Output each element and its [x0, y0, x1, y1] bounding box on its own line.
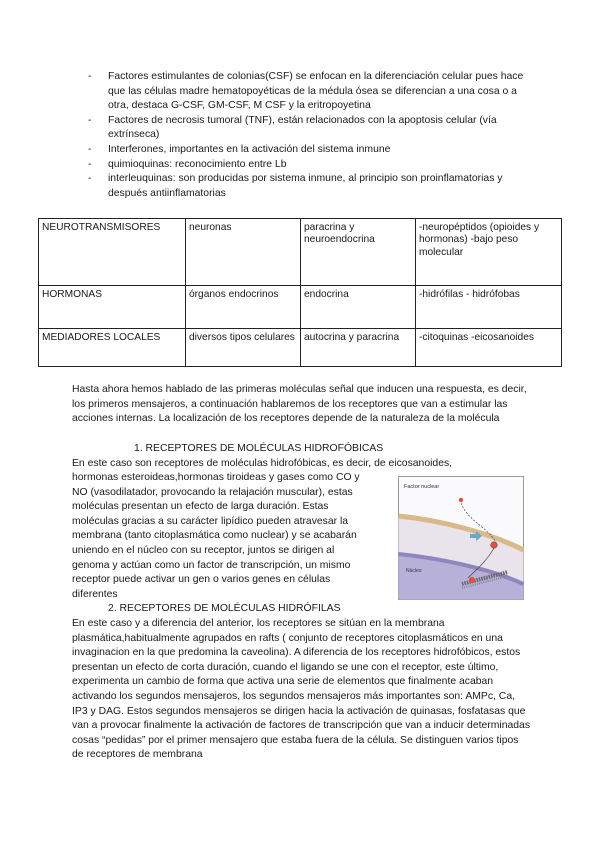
bullet-item: [88, 70, 528, 114]
bullet-marker: -: [88, 158, 92, 170]
table-cell: neuronas: [186, 219, 301, 286]
section1-line: diferentes: [72, 589, 118, 600]
bullet-text: interleuquinas: son producidas por sistema inmune, al principio son proinflamatorias y después antiinflamatorias: [108, 173, 503, 199]
bullet-item: [88, 143, 528, 158]
section1-line: moléculas gracias a su carácter lipídico pueden atravesar la: [72, 516, 349, 527]
section-heading-hydrophilic: 2. RECEPTORES DE MOLÉCULAS HIDRÓFILAS: [108, 603, 341, 614]
bullet-list: [88, 70, 528, 201]
table-cell: diversos tipos celulares: [186, 329, 301, 367]
bullet-marker: -: [88, 173, 92, 185]
figure-label-nucleus: Núcleo: [406, 568, 422, 574]
bullet-text: Factores estimulantes de colonias(CSF) se enfocan en la diferenciación celular pues hace que las células madre hematopoyéticas de la médula ósea se diferencian a una cosa o a otra, destaca G-CSF, GM-CSF, M CSF y la eritropoyetina: [108, 71, 524, 112]
table-cell: NEUROTRANSMISORES: [39, 219, 186, 286]
table-cell: -neuropéptidos (opioides y hormonas) -bajo peso molecular: [416, 219, 562, 286]
table-cell: HORMONAS: [39, 286, 186, 329]
ligand-on-dna: [469, 577, 475, 583]
section1-line: receptor puede activar un gen o varios genes en células: [72, 574, 331, 585]
bullet-item: [88, 172, 528, 201]
section1-line: uniendo en el núcleo con su receptor, juntos se dirigen al: [72, 545, 335, 556]
bullet-marker: -: [88, 71, 92, 82]
bullet-text: Interferones, importantes en la activación del sistema inmune: [108, 143, 391, 155]
bullet-text: quimioquinas: reconocimiento entre Lb: [108, 158, 287, 170]
intro-paragraph: Hasta ahora hemos hablado de las primeras moléculas señal que inducen una respuesta, es decir, los primeros mensajeros, a continuación hablaremos de los receptores que van a estimular las acciones internas. La localización de los receptores depende de la naturaleza de la molécula: [72, 384, 527, 425]
messenger-table: [38, 218, 562, 367]
figure-label-top: Factor nuclear: [404, 484, 440, 490]
table-cell: órganos endocrinos: [186, 286, 301, 329]
table-row: [39, 329, 562, 367]
section1-line: En este caso son receptores de moléculas hidrofóbicas, es decir, de eicosanoides,: [72, 458, 453, 469]
section1-line: moléculas presentan un efecto de larga duración. Estas: [72, 501, 329, 512]
section1-line: NO (vasodilatador, provocando la relajación muscular), estas: [72, 487, 353, 498]
table-row: [39, 286, 562, 329]
ligand-outside: [459, 498, 463, 502]
section1-line: hormonas esteroideas,hormonas tiroideas y gases como CO y: [72, 472, 360, 483]
ligand-receptor-complex: [491, 542, 498, 549]
bullet-marker: -: [88, 114, 92, 126]
table-cell: paracrina y neuroendocrina: [301, 219, 416, 286]
table-cell: autocrina y paracrina: [301, 329, 416, 367]
table-row: [39, 219, 562, 286]
section-heading-hydrophobic: 1. RECEPTORES DE MOLÉCULAS HIDROFÓBICAS: [134, 443, 384, 454]
section1-line: membrana (tanto citoplasmática como nuclear) y se acabarán: [72, 530, 357, 541]
bullet-item: [88, 114, 528, 143]
bullet-text: Factores de necrosis tumoral (TNF), están relacionados con la apoptosis celular (vía extrínseca): [108, 114, 497, 141]
table-cell: -hidrófilas - hidrófobas: [416, 286, 562, 329]
table-cell: -citoquinas -eicosanoides: [416, 329, 562, 367]
table-cell: MEDIADORES LOCALES: [39, 329, 186, 367]
section2-paragraph: En este caso y a diferencia del anterior, los receptores se sitúan en la membrana plasmática,habitualmente agrupados en rafts ( conjunto de receptores citoplasmáticos en una invaginacion en la que predomina la caveolina). A diferencia de los receptores hidrofóbicos, estos presentan un efecto de corta duración, cuando el ligando se une con el receptor, este último, experimenta un cambio de forma que activa una serie de elementos que finalmente acaban activando los segundos mensajeros, los segundos mensajeros más importantes son: AMPc, Ca, IP3 y DAG. Estos segundos mensajeros se dirigen hacia la activación de quinasas, fosfatasas que van a provocar finalmente la activación de factores de transcripción que van a inducir determinadas cosas “pedidas” por el primer mensajero que estaba fuera de la célula. Se distinguen varios tipos de receptores de membrana: [72, 618, 531, 761]
table-cell: endocrina: [301, 286, 416, 329]
nuclear-receptor-figure: [398, 476, 524, 600]
bullet-marker: -: [88, 143, 92, 155]
bullet-item: [88, 158, 528, 173]
section1-line: genoma y actúan como un factor de transcripción, un mismo: [72, 560, 351, 571]
